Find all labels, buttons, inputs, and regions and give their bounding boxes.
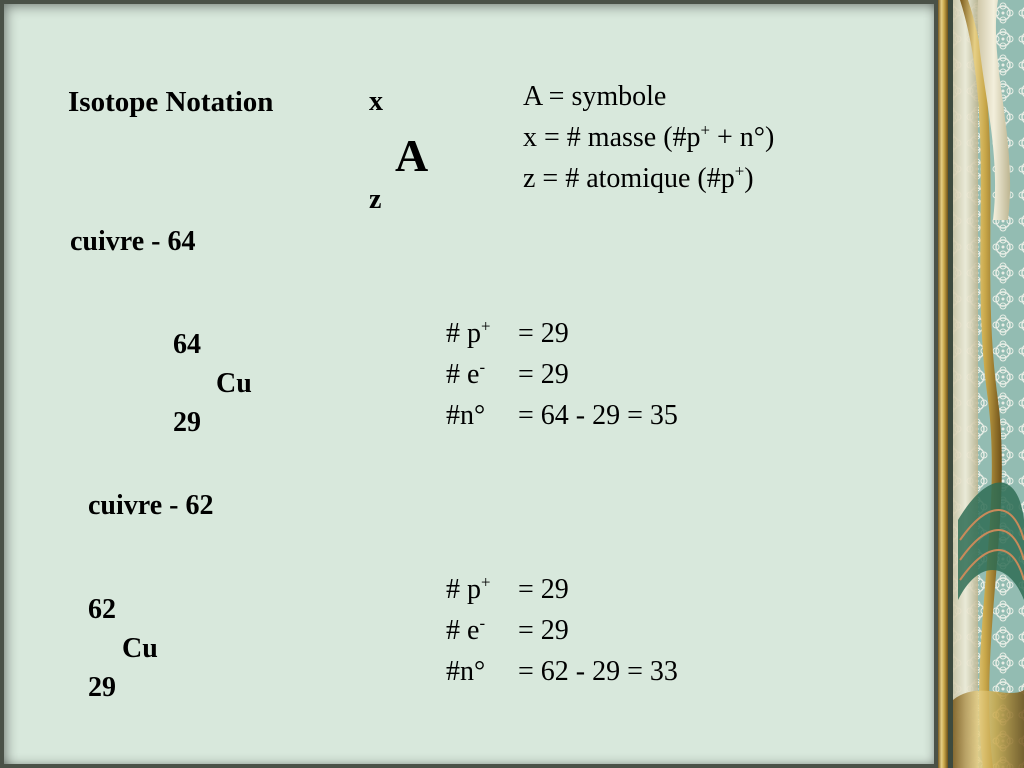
- neutron-count-line: #n° = 62 - 29 = 33: [446, 656, 678, 687]
- decorative-border: [938, 0, 1024, 768]
- neutron-count-line: #n° = 64 - 29 = 35: [446, 400, 678, 431]
- legend-mass-line: x = # masse (#p+ + n°): [523, 120, 775, 153]
- proton-count-line: # p+ = 29: [446, 316, 569, 349]
- notation-symbol-A: A: [395, 130, 429, 181]
- isotope-mass-number: 64: [173, 329, 201, 360]
- isotope-name: cuivre - 64: [70, 226, 196, 257]
- isotope-symbol: Cu: [122, 633, 158, 664]
- isotope-symbol: Cu: [216, 368, 252, 399]
- isotope-atomic-number: 29: [173, 407, 201, 438]
- page-title: Isotope Notation: [68, 86, 274, 118]
- floral-ribbon-decoration: [938, 0, 1024, 768]
- notation-atomic-z: z: [369, 184, 382, 215]
- electron-count-line: # e- = 29: [446, 357, 569, 390]
- isotope-name: cuivre - 62: [88, 490, 214, 521]
- legend-symbol-line: A = symbole: [523, 81, 667, 112]
- proton-count-line: # p+ = 29: [446, 572, 569, 605]
- legend-atomic-line: z = # atomique (#p+): [523, 161, 754, 194]
- notation-mass-x: x: [369, 86, 383, 117]
- isotope-atomic-number: 29: [88, 672, 116, 703]
- electron-count-line: # e- = 29: [446, 613, 569, 646]
- isotope-mass-number: 62: [88, 594, 116, 625]
